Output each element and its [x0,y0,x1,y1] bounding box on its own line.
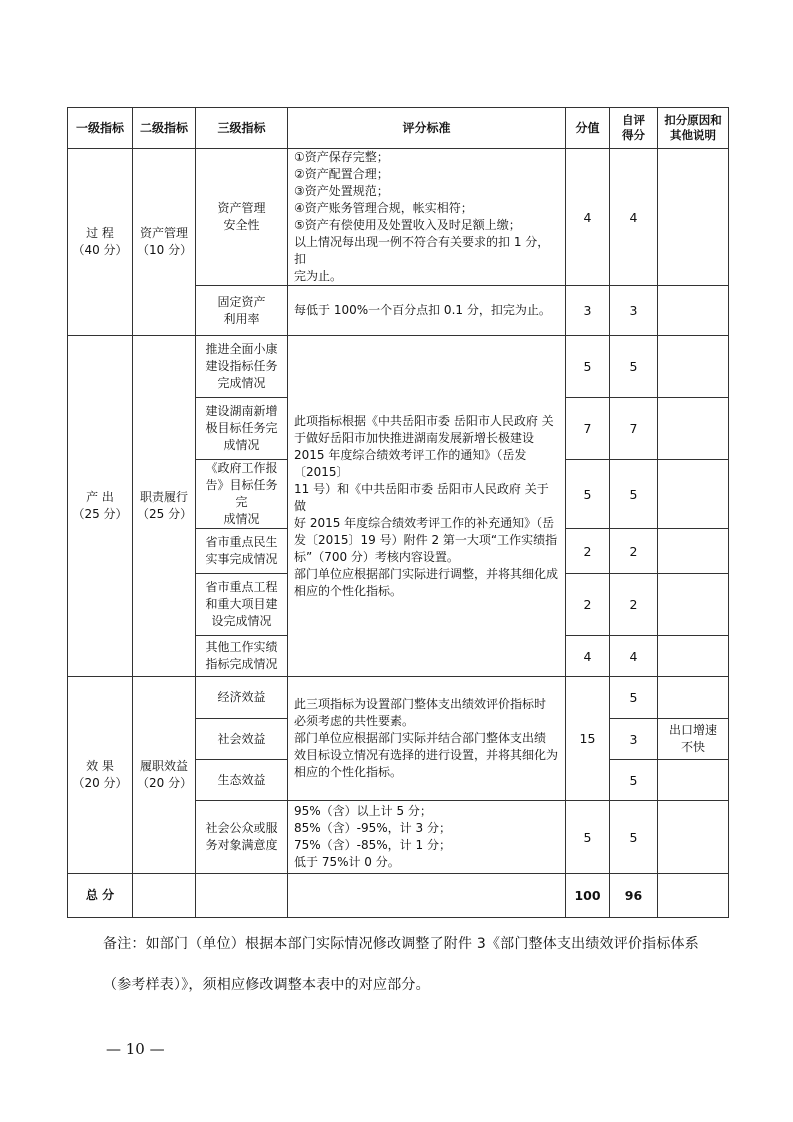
process-score: 4 [566,149,610,286]
effect-level3: 经济效益 [196,677,288,719]
remark-line-2: （参考样表）》，须相应修改调整本表中的对应部分。 [103,977,430,993]
evaluation-table [67,107,729,918]
header-level3: 三级指标 [196,108,288,149]
output-score: 7 [566,398,610,460]
output-score: 2 [566,529,610,574]
process-level3: 资产管理 安全性 [196,149,288,286]
effect-satisfaction-note [658,801,729,874]
output-level3: 《政府工作报 告》目标任务完 成情况 [196,460,288,529]
effect-self-score: 5 [610,677,658,719]
effect-level3: 社会效益 [196,719,288,760]
effect-self-score: 5 [610,760,658,801]
output-criteria: 此项指标根据《中共岳阳市委 岳阳市人民政府 关 于做好岳阳市加快推进湖南发展新增长极建设 2015 年度综合绩效考评工作的通知》（岳发〔2015〕 11 号）和《中共岳阳市委 岳阳市人民政府 关于做 好 2015 年度综合绩效考评工作的补充通知》（岳 发〔2015〕19 号）附件 2 第一大项“工作实绩指 标”（700 分）考核内容设置。 部门单位应根据部门实际进行调整，并将其细化成 相应的个性化指标。 [288,336,566,677]
output-level3: 其他工作实绩 指标完成情况 [196,636,288,677]
output-note [658,398,729,460]
output-level3: 推进全面小康 建设指标任务 完成情况 [196,336,288,398]
output-note [658,336,729,398]
process-level2: 资产管理 （10 分） [133,149,196,336]
table-row [68,677,729,719]
effect-note [658,760,729,801]
total-label: 总 分 [68,874,133,918]
process-note [658,286,729,336]
output-note [658,460,729,529]
output-level3: 省市重点民生 实事完成情况 [196,529,288,574]
total-empty [288,874,566,918]
effect-level1: 效 果 （20 分） [68,677,133,874]
output-self-score: 2 [610,529,658,574]
effect-level2: 履职效益 （20 分） [133,677,196,874]
effect-satisfaction-score: 5 [566,801,610,874]
header-row [68,108,729,149]
header-self-score: 自评 得分 [610,108,658,149]
output-score: 5 [566,336,610,398]
effect-note [658,677,729,719]
output-score: 5 [566,460,610,529]
process-self-score: 3 [610,286,658,336]
output-level3: 省市重点工程 和重大项目建 设完成情况 [196,574,288,636]
process-self-score: 4 [610,149,658,286]
effect-criteria: 此三项指标为设置部门整体支出绩效评价指标时 必须考虑的共性要素。 部门单位应根据部门实际并结合部门整体支出绩 效目标设立情况有选择的进行设置，并将其细化为 相应的个性化指标。 [288,677,566,801]
output-self-score: 5 [610,460,658,529]
output-score: 4 [566,636,610,677]
effect-level3: 生态效益 [196,760,288,801]
output-self-score: 4 [610,636,658,677]
header-level2: 二级指标 [133,108,196,149]
effect-satisfaction-level3: 社会公众或服 务对象满意度 [196,801,288,874]
process-level1: 过 程 （40 分） [68,149,133,336]
process-level3: 固定资产 利用率 [196,286,288,336]
effect-self-score: 3 [610,719,658,760]
output-level2: 职责履行 （25 分） [133,336,196,677]
total-self-score: 96 [610,874,658,918]
total-score: 100 [566,874,610,918]
output-self-score: 7 [610,398,658,460]
total-note [658,874,729,918]
effect-satisfaction-criteria: 95%（含）以上计 5 分； 85%（含）-95%，计 3 分； 75%（含）-85%，计 1 分； 低于 75%计 0 分。 [288,801,566,874]
process-score: 3 [566,286,610,336]
header-criteria: 评分标准 [288,108,566,149]
effect-note: 出口增速 不快 [658,719,729,760]
header-score: 分值 [566,108,610,149]
remark-line-1: 备注：如部门（单位）根据本部门实际情况修改调整了附件 3《部门整体支出绩效评价指标体系 [103,936,699,952]
total-row [68,874,729,918]
total-empty [133,874,196,918]
output-self-score: 2 [610,574,658,636]
output-score: 2 [566,574,610,636]
output-level3: 建设湖南新增 极目标任务完 成情况 [196,398,288,460]
effect-satisfaction-self-score: 5 [610,801,658,874]
output-level1: 产 出 （25 分） [68,336,133,677]
output-note [658,529,729,574]
process-note [658,149,729,286]
total-empty [196,874,288,918]
output-self-score: 5 [610,336,658,398]
page-number: — 10 — [106,1040,165,1058]
header-deduction-notes: 扣分原因和 其他说明 [658,108,729,149]
effect-score: 15 [566,677,610,801]
process-criteria: 每低于 100%一个百分点扣 0.1 分，扣完为止。 [288,286,566,336]
output-note [658,574,729,636]
output-note [658,636,729,677]
header-level1: 一级指标 [68,108,133,149]
process-criteria: ①资产保存完整； ②资产配置合理； ③资产处置规范； ④资产账务管理合规，帐实相符； ⑤资产有偿使用及处置收入及时足额上缴； 以上情况每出现一例不符合有关要求的扣 1 分，扣 完为止。 [288,149,566,286]
table-row [68,336,729,398]
table-row [68,149,729,286]
